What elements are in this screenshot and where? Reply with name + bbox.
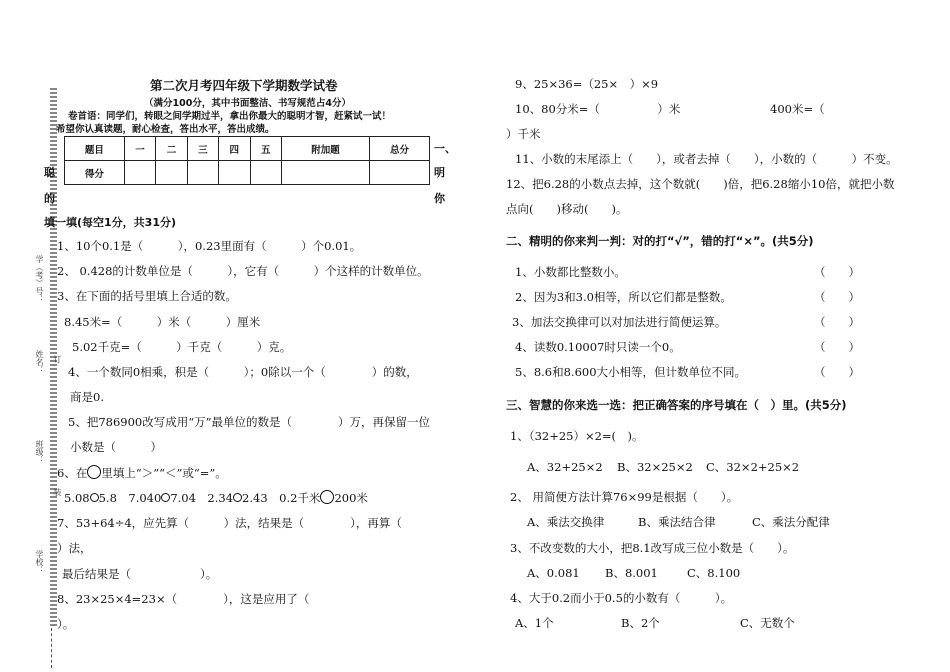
section1-title: 填一填(每空1分，共31分) bbox=[44, 216, 177, 229]
split-char: 明 bbox=[434, 166, 445, 179]
judge-item: 3、加法交换律可以对加法进行简便运算。 bbox=[512, 315, 727, 329]
score-header-cell: 三 bbox=[187, 137, 218, 161]
score-cell[interactable] bbox=[281, 161, 369, 185]
choice-option: C、32×2+25×2 bbox=[706, 460, 800, 474]
q1-10c: ）千米 bbox=[506, 127, 541, 141]
q1-2: 2、 0.428的计数单位是（ ），它有（ ）个这样的计数单位。 bbox=[57, 264, 429, 278]
exam-subtitle: （满分100分，其中书面整洁、书写规范占4分） bbox=[144, 98, 351, 109]
choice-q4: 4、大于0.2而小于0.5的小数有（ ）。 bbox=[510, 591, 733, 605]
choice-q2: 2、 用简便方法计算76×99是根据（ ）。 bbox=[510, 490, 739, 504]
score-header-cell: 五 bbox=[250, 137, 281, 161]
score-cell[interactable] bbox=[370, 161, 430, 185]
score-header-cell: 总分 bbox=[370, 137, 430, 161]
q1-6-items bbox=[64, 490, 368, 506]
q1-10b: 400米=（ bbox=[770, 102, 825, 116]
q1-7a: 7、53+64÷4，应先算（ ）法，结果是（ ），再算（ bbox=[57, 516, 402, 530]
choice-option: A、0.081 bbox=[527, 566, 580, 580]
q1-6-item: 5.08 bbox=[64, 491, 90, 505]
intro-line-1: 卷首语：同学们，转眼之间学期过半，拿出你最大的聪明才智，赶紧试一试！ bbox=[68, 111, 392, 122]
margin-label-zhuang: 装 bbox=[53, 488, 62, 496]
split-char: 聪 bbox=[44, 166, 55, 179]
q1-12a: 12、把6.28的小数点去掉，这个数就( )倍，把6.28缩小10倍，就把小数 bbox=[506, 177, 895, 191]
choice-q1: 1、（32+25）×2=( )。 bbox=[510, 429, 644, 443]
choice-option: C、无数个 bbox=[740, 616, 795, 630]
circle-icon[interactable] bbox=[161, 493, 170, 502]
q1-3a: 8.45米=（ ）米（ ）厘米 bbox=[64, 315, 261, 329]
q1-11: 11、小数的末尾添上（ ），或者去掉（ ），小数的（ ）不变。 bbox=[515, 152, 898, 166]
answer-bracket[interactable]: （ ） bbox=[814, 365, 860, 379]
answer-bracket[interactable]: （ ） bbox=[814, 290, 860, 304]
score-cell[interactable] bbox=[124, 161, 155, 185]
answer-bracket[interactable]: （ ） bbox=[814, 315, 860, 329]
score-header-cell: 题目 bbox=[65, 137, 125, 161]
q1-4a: 4、一个数同0相乘，积是（ ）；0除以一个（ ）的数， bbox=[68, 365, 418, 379]
choice-option: B、2个 bbox=[621, 616, 660, 630]
score-header-cell: 四 bbox=[219, 137, 250, 161]
score-cell[interactable] bbox=[156, 161, 187, 185]
section2-title: 二、精明的你来判一判：对的打“√”，错的打“×”。(共5分) bbox=[506, 234, 814, 248]
choice-option: A、1个 bbox=[515, 616, 554, 630]
choice-option: C、8.100 bbox=[687, 566, 741, 580]
score-table-score-row bbox=[65, 161, 430, 185]
q1-9: 9、25×36=（25× ）×9 bbox=[515, 77, 659, 91]
judge-item: 5、8.6和8.600大小相等，但计数单位不同。 bbox=[515, 365, 747, 379]
exam-title: 第二次月考四年级下学期数学试卷 bbox=[150, 78, 338, 93]
q1-7b: ）法， bbox=[57, 541, 92, 555]
score-header-cell: 二 bbox=[156, 137, 187, 161]
margin-label-student-id: 学（考）号： bbox=[35, 255, 44, 303]
q1-3b: 5.02千克=（ ）千克（ ）克。 bbox=[72, 340, 292, 354]
score-cell[interactable] bbox=[250, 161, 281, 185]
q1-6 bbox=[57, 465, 227, 481]
margin-label-school: 学校： bbox=[35, 550, 44, 574]
q1-3: 3、在下面的括号里填上合适的数。 bbox=[57, 289, 237, 303]
q1-6-item: 7.04 2.34 bbox=[170, 491, 234, 505]
margin-label-name: 姓名： bbox=[35, 350, 44, 374]
q1-1: 1、10个0.1是（ ），0.23里面有（ ）个0.01。 bbox=[57, 239, 362, 253]
judge-item: 1、小数都比整数小。 bbox=[515, 265, 626, 279]
choice-option: A、乘法交换律 bbox=[527, 515, 605, 529]
q1-10a: 10、80分米=（ ）米 bbox=[515, 102, 681, 116]
split-char: 的 bbox=[44, 192, 55, 205]
q1-6-item: 2.43 0.2千米 bbox=[242, 491, 321, 505]
q1-7c: 最后结果是（ ）。 bbox=[62, 567, 218, 581]
q1-6-item: 5.8 7.040 bbox=[98, 491, 162, 505]
q1-6-item: 200米 bbox=[334, 491, 368, 505]
score-header-cell: 附加题 bbox=[281, 137, 369, 161]
q1-6-pre: 6、在 bbox=[57, 466, 88, 480]
intro-line-2: 希望你认真读题，耐心检查，答出水平，答出成绩。 bbox=[56, 124, 275, 135]
circle-icon[interactable] bbox=[90, 493, 99, 502]
score-cell[interactable] bbox=[219, 161, 250, 185]
score-table bbox=[64, 136, 430, 185]
split-char: 一、 bbox=[434, 142, 456, 155]
choice-q3: 3、不改变数的大小，把8.1改写成三位小数是（ ）。 bbox=[510, 541, 795, 555]
circle-icon bbox=[87, 465, 101, 479]
binding-dashed-line bbox=[51, 628, 52, 668]
choice-option: C、乘法分配律 bbox=[752, 515, 830, 529]
margin-label-class: 班级： bbox=[35, 440, 44, 464]
choice-option: B、乘法结合律 bbox=[638, 515, 716, 529]
judge-item: 4、读数0.10007时只读一个0。 bbox=[515, 340, 681, 354]
circle-icon[interactable] bbox=[233, 493, 242, 502]
judge-item: 2、因为3和3.0相等，所以它们都是整数。 bbox=[515, 290, 732, 304]
choice-option: A、32+25×2 bbox=[527, 460, 603, 474]
margin-label-ding: 订 bbox=[53, 355, 62, 363]
q1-4b: 商是0. bbox=[70, 390, 104, 404]
q1-12b: 点向( )移动( )。 bbox=[506, 202, 628, 216]
split-char: 你 bbox=[434, 192, 445, 205]
section3-title: 三、智慧的你来选一选：把正确答案的序号填在（ ）里。(共5分) bbox=[506, 398, 847, 412]
answer-bracket[interactable]: （ ） bbox=[814, 340, 860, 354]
circle-icon[interactable] bbox=[320, 490, 334, 504]
q1-6-post: 里填上“＞”“＜”或“=”。 bbox=[101, 466, 227, 480]
q1-5b: 小数是（ ） bbox=[70, 440, 162, 454]
q1-8b: ）。 bbox=[57, 617, 75, 631]
score-row-label: 得分 bbox=[65, 161, 125, 185]
score-header-cell: 一 bbox=[124, 137, 155, 161]
q1-8a: 8、23×25×4=23×（ ），这是应用了（ bbox=[57, 592, 310, 606]
choice-option: B、8.001 bbox=[605, 566, 658, 580]
score-cell[interactable] bbox=[187, 161, 218, 185]
q1-5a: 5、把786900改写成用“万”最单位的数是（ ）万，再保留一位 bbox=[68, 415, 430, 429]
score-table-header-row bbox=[65, 137, 430, 161]
answer-bracket[interactable]: （ ） bbox=[814, 265, 860, 279]
choice-option: B、32×25×2 bbox=[617, 460, 693, 474]
